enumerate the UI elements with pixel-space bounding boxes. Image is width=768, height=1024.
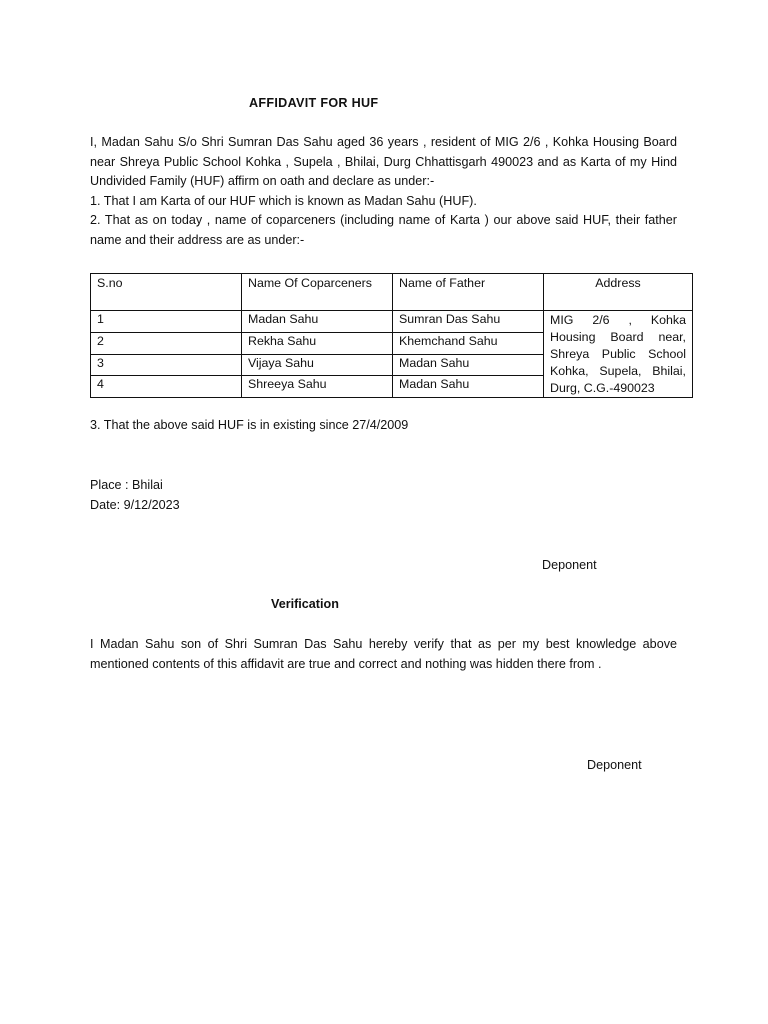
point-3: 3. That the above said HUF is in existing since 27/4/2009 — [90, 418, 409, 432]
header-coparcener-name: Name Of Coparceners — [242, 274, 393, 311]
point-2: 2. That as on today , name of coparceners (including name of Karta ) our above said HUF, their father name and their address are as under:- — [90, 213, 677, 247]
cell-sno: 3 — [91, 354, 242, 376]
document-title: AFFIDAVIT FOR HUF — [249, 96, 379, 110]
cell-father-name: Madan Sahu — [393, 376, 544, 398]
verification-paragraph: I Madan Sahu son of Shri Sumran Das Sahu hereby verify that as per my best knowledge above mentioned contents of this affidavit are true and correct and nothing was hidden there from . — [90, 637, 677, 671]
point-1: 1. That I am Karta of our HUF which is known as Madan Sahu (HUF). — [90, 193, 477, 208]
header-sno: S.no — [91, 274, 242, 311]
cell-sno: 4 — [91, 376, 242, 398]
header-address: Address — [544, 274, 693, 311]
coparceners-table — [90, 273, 693, 398]
intro-paragraph: I, Madan Sahu S/o Shri Sumran Das Sahu aged 36 years , resident of MIG 2/6 , Kohka Housing Board near Shreya Public School Kohka , Supela , Bhilai, Durg Chhattisgarh 490023 and as Karta of my Hind Undivided Family (HUF) affirm on oath and declare as under:- — [90, 135, 677, 189]
cell-father-name: Khemchand Sahu — [393, 332, 544, 354]
cell-coparcener-name: Rekha Sahu — [242, 332, 393, 354]
cell-coparcener-name: Shreeya Sahu — [242, 376, 393, 398]
cell-sno: 1 — [91, 311, 242, 333]
cell-coparcener-name: Vijaya Sahu — [242, 354, 393, 376]
header-father-name: Name of Father — [393, 274, 544, 311]
cell-sno: 2 — [91, 332, 242, 354]
verification-title: Verification — [271, 597, 339, 611]
cell-coparcener-name: Madan Sahu — [242, 311, 393, 333]
cell-address: MIG 2/6 , Kohka Housing Board near, Shreya Public School Kohka, Supela, Bhilai, Durg, C.G.-490023 — [544, 311, 693, 398]
date-line: Date: 9/12/2023 — [90, 498, 180, 512]
cell-father-name: Sumran Das Sahu — [393, 311, 544, 333]
intro-section — [90, 133, 677, 251]
deponent-signature-label: Deponent — [542, 558, 597, 572]
cell-father-name: Madan Sahu — [393, 354, 544, 376]
table-header-row — [91, 274, 693, 311]
place-line: Place : Bhilai — [90, 478, 163, 492]
deponent-verification-label: Deponent — [587, 758, 642, 772]
table-row — [91, 311, 693, 333]
